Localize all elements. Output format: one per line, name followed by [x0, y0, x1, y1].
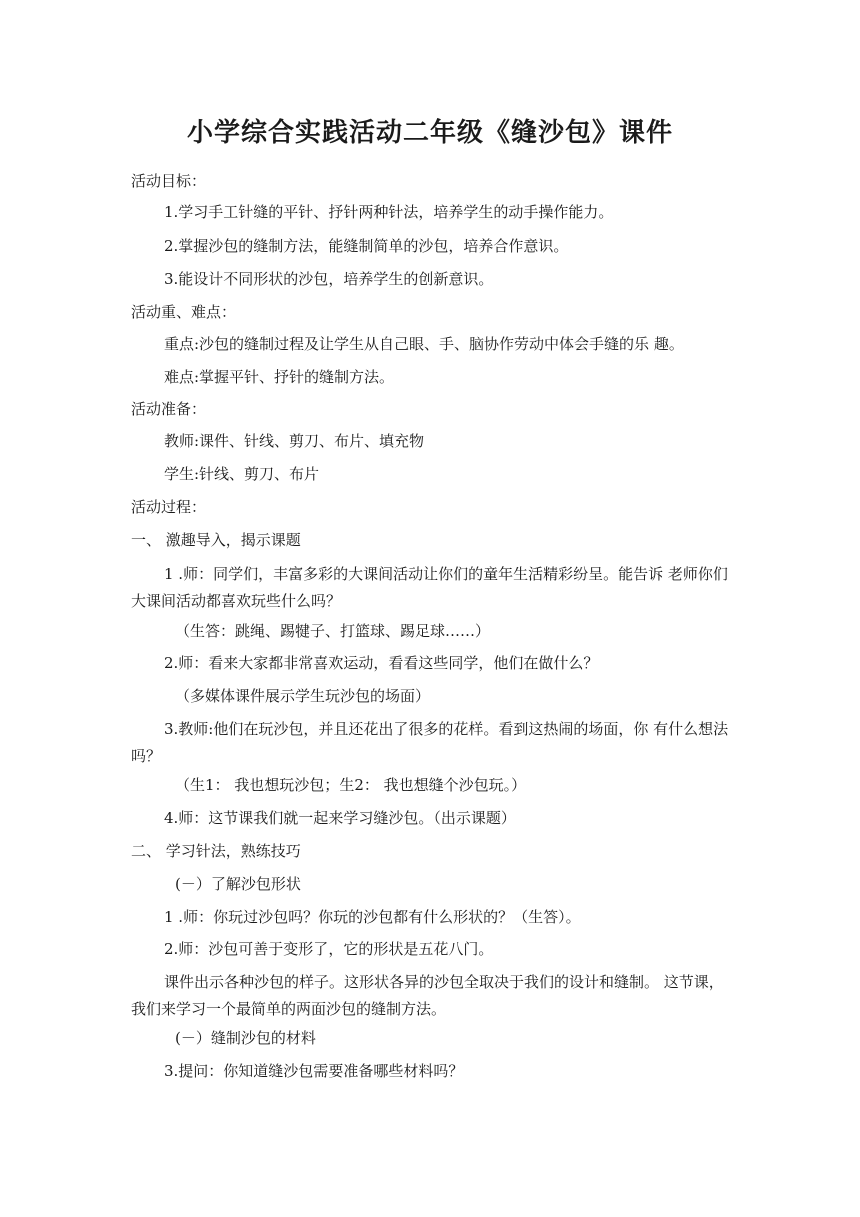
subheading-shapes: (－）了解沙包形状	[175, 875, 301, 893]
step-2: 2.师：看来大家都非常喜欢运动，看看这些同学，他们在做什么？	[164, 654, 599, 672]
section-heading-2: 二、 学习针法，熟练技巧	[131, 842, 301, 860]
section-heading-1: 一、 激趣导入，揭示课题	[131, 531, 301, 549]
student-answer-1: （生答：跳绳、踢犍子、打篮球、踢足球……）	[175, 622, 491, 640]
heading-activity-goals: 活动目标：	[131, 172, 207, 190]
shapes-paragraph: 课件出示各种沙包的样子。这形状各异的沙包全取决于我们的设计和缝制。 这节课，我们来学习一个最简单的两面沙包的缝制方法。	[131, 973, 724, 1018]
subheading-materials: (－）缝制沙包的材料	[175, 1029, 316, 1047]
materials-question: 3.提问：你知道缝沙包需要准备哪些材料吗？	[164, 1062, 464, 1080]
student-answer-2: （生1： 我也想玩沙包；生2： 我也想缝个沙包玩。）	[175, 776, 527, 794]
step-3-paragraph: 3.教师:他们在玩沙包，并且还花出了很多的花样。看到这热闹的场面，你 有什么想法吗？	[131, 720, 729, 765]
key-point: 重点:沙包的缝制过程及让学生从自己眼、手、脑协作劳动中体会手缝的乐 趣。	[164, 335, 684, 353]
heading-preparation: 活动准备：	[131, 400, 207, 418]
student-preparation: 学生:针线、剪刀、布片	[164, 465, 320, 483]
step-4: 4.师：这节课我们就一起来学习缝沙包。（出示课题）	[164, 809, 516, 827]
shapes-statement: 2.师：沙包可善于变形了，它的形状是五花八门。	[164, 940, 494, 958]
goal-item-3: 3.能设计不同形状的沙包，培养学生的创新意识。	[164, 270, 494, 288]
multimedia-note: （多媒体课件展示学生玩沙包的场面）	[175, 687, 431, 705]
goal-item-2: 2.掌握沙包的缝制方法，能缝制简单的沙包，培养合作意识。	[164, 237, 569, 255]
step-1-paragraph: 1 .师：同学们，丰富多彩的大课间活动让你们的童年生活精彩纷呈。能告诉 老师你们大课间活动都喜欢玩些什么吗？	[131, 565, 728, 610]
heading-key-points: 活动重、难点：	[131, 303, 237, 321]
document-title: 小学综合实践活动二年级《缝沙包》课件	[186, 118, 673, 148]
teacher-preparation: 教师:课件、针线、剪刀、布片、填充物	[164, 432, 425, 450]
goal-item-1: 1.学习手工针缝的平针、抒针两种针法，培养学生的动手操作能力。	[164, 203, 614, 221]
difficult-point: 难点:掌握平针、抒针的缝制方法。	[164, 368, 395, 386]
shapes-question: 1 .师：你玩过沙包吗？你玩的沙包都有什么形状的？（生答）。	[164, 908, 581, 926]
heading-process: 活动过程：	[131, 498, 207, 516]
